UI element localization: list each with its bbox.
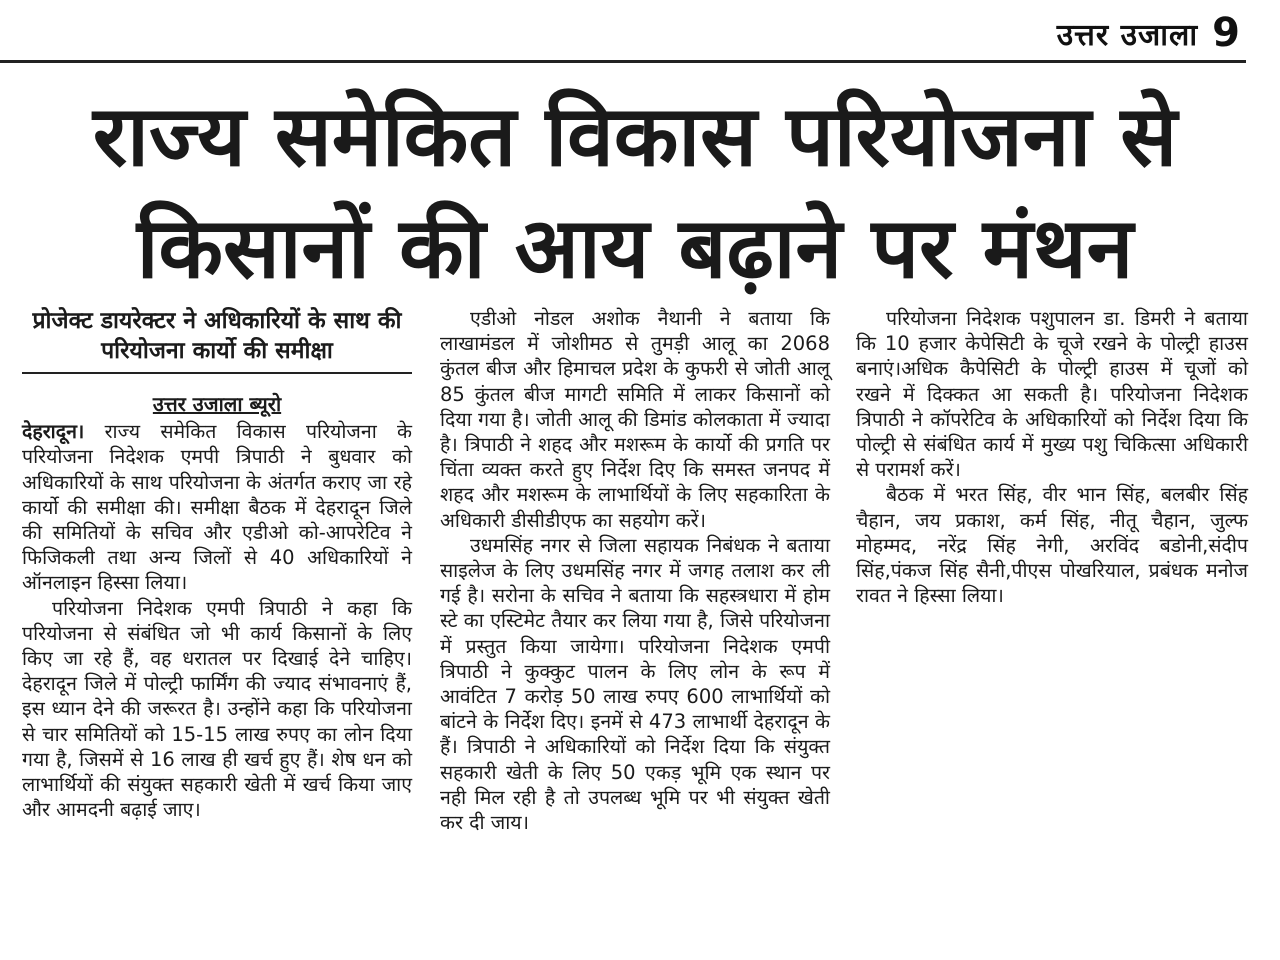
paragraph-4: उधमसिंह नगर से जिला सहायक निबंधक ने बताया साइलेज के लिए उधमसिंह नगर में जगह तलाश कर ली गई है। सरोना के सचिव ने बताया कि सहस्त्रधारा में होम स्टे का एस्टिमेट तैयार कर लिया गया है, जिसे परियोजना में प्रस्तुत किया जायेगा। परियोजना निदेशक एमपी त्रिपाठी ने कुक्कुट पालन के लिए लोन के रूप में आवंटित 7 करोड़ 50 लाख रुपए 600 लाभार्थियों को बांटने के निर्देश दिए। इनमें से 473 लाभार्थी देहरादून के हैं। त्रिपाठी ने अधिकारियों को निर्देश दिया कि संयुक्त सहकारी खेती के लिए 50 एकड़ भूमि एक स्थान पर नही मिल रही है तो उपलब्ध भूमि पर भी संयुक्त खेती कर दी जाय। (440, 533, 830, 835)
headline: राज्य समेकित विकास परियोजना से किसानों की आय बढ़ाने पर मंथन (92, 87, 1178, 297)
article-column-3 (856, 306, 1248, 608)
masthead (1057, 10, 1240, 56)
paragraph-6: बैठक में भरत सिंह, वीर भान सिंह, बलबीर सिंह चैहान, जय प्रकाश, कर्म सिंह, नीतू चैहान, जुल्फ मोहम्मद, नरेंद्र सिंह नेगी, अरविंद बडोनी,संदीप सिंह,पंकज सिंह सैनी,पीएस पोखरियाल, प्रबंधक मनोज रावत ने हिस्सा लिया। (856, 483, 1248, 608)
page-number: 9 (1212, 10, 1240, 56)
article-column-2 (440, 306, 830, 835)
subheadline: प्रोजेक्ट डायरेक्टर ने अधिकारियों के साथ की परियोजना कार्यो की समीक्षा (22, 306, 412, 374)
dateline: देहरादून। (22, 420, 85, 444)
article-column-1 (22, 306, 412, 822)
byline: उत्तर उजाला ब्यूरो (152, 392, 282, 416)
paragraph-3: एडीओ नोडल अशोक नैथानी ने बताया कि लाखामंडल में जोशीमठ से तुमड़ी आलू का 2068 कुंतल बीज और हिमाचल प्रदेश के कुफरी से जोती आलू 85 कुंतल बीज मागटी समिति में लाकर किसानों को दिया गया है। जोती आलू की डिमांड कोलकाता में ज्यादा है। त्रिपाठी ने शहद और मशरूम के कार्यो की प्रगति पर चिंता व्यक्त करते हुए निर्देश दिए कि समस्त जनपद में शहद और मशरूम के लाभार्थियों के लिए सहकारिता के अधिकारी डीसीडीएफ का सहयोग करें। (440, 307, 830, 532)
paragraph-1 (22, 419, 412, 595)
paper-name: उत्तर उजाला (1056, 17, 1199, 53)
paragraph-1-text: राज्य समेकित विकास परियोजना के परियोजना निदेशक एमपी त्रिपाठी ने बुधवार को अधिकारियों के साथ परियोजना के अंतर्गत कराए जा रहे कार्यो की समीक्षा की। समीक्षा बैठक में देहरादून जिले की समितियों के सचिव और एडीओ को-आपरेटिव ने फिजिकली तथा अन्य जिलों से 40 अधिकारियों ने ऑनलाइन हिस्सा लिया। (22, 420, 412, 595)
paragraph-5: परियोजना निदेशक पशुपालन डा. डिमरी ने बताया कि 10 हजार केपेसिटी के चूजे रखने के पोल्ट्री हाउस बनाएं।अधिक कैपेसिटी के पोल्ट्री हाउस में चूजों को रखने में दिक्कत आ सकती है। परियोजना निदेशक त्रिपाठी ने कॉपरेटिव के अधिकारियों को निर्देश दिया कि पोल्ट्री से संबंधित कार्य में मुख्य पशु चिकित्सा अधिकारी से परामर्श करें। (856, 307, 1248, 482)
top-rule (0, 60, 1246, 63)
paragraph-2: परियोजना निदेशक एमपी त्रिपाठी ने कहा कि परियोजना से संबंधित जो भी कार्य किसानों के लिए किए जा रहे हैं, वह धरातल पर दिखाई देने चाहिए। देहरादून जिले में पोल्ट्री फार्मिंग की ज्याद संभावनाएं हैं, इस ध्यान देने की जरूरत है। उन्होंने कहा कि परियोजना से चार समितियों को 15-15 लाख रुपए का लोन दिया गया है, जिसमें से 16 लाख ही खर्च हुए हैं। शेष धन को लाभार्थियों की संयुक्त सहकारी खेती में खर्च किया जाए और आमदनी बढ़ाई जाए। (22, 596, 412, 822)
